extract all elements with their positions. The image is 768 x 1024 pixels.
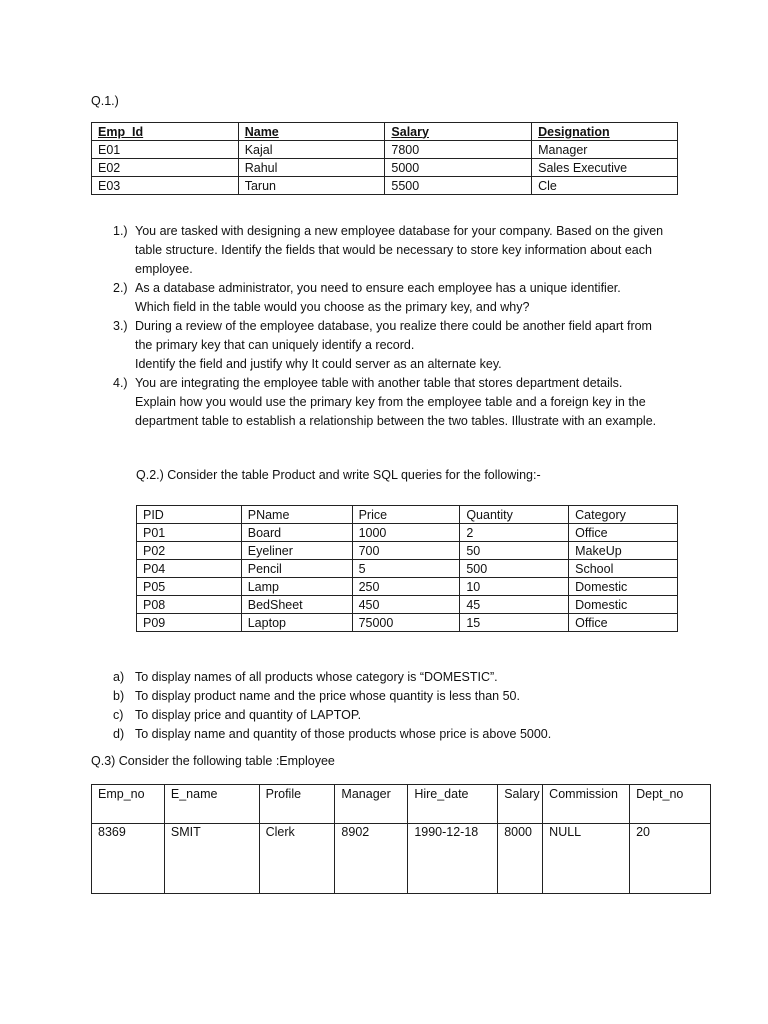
list-item — [113, 687, 683, 706]
list-item — [113, 317, 683, 374]
table-cell: 8369 — [92, 824, 165, 894]
column-header: Salary — [385, 123, 532, 141]
table-cell: P09 — [137, 614, 242, 632]
employee-table — [91, 122, 678, 195]
question-line: Explain how you would use the primary key from the employee table and a foreign key in the — [135, 395, 646, 409]
table-header-row — [92, 785, 711, 824]
table-cell: P05 — [137, 578, 242, 596]
task-text: To display price and quantity of LAPTOP. — [135, 708, 362, 722]
list-number: 1.) — [113, 224, 128, 238]
table-cell: 1990-12-18 — [408, 824, 498, 894]
table-cell: 700 — [352, 542, 460, 560]
column-header: E_name — [164, 785, 259, 824]
table-cell: 20 — [630, 824, 711, 894]
employee-details-table — [91, 784, 711, 894]
table-row — [92, 141, 678, 159]
task-text: To display name and quantity of those products whose price is above 5000. — [135, 727, 552, 741]
q2-prompt: Q.2.) Consider the table Product and write SQL queries for the following:- — [136, 468, 541, 482]
q1-label: Q.1.) — [91, 94, 119, 108]
question-line: As a database administrator, you need to ensure each employee has a unique identifier. — [135, 281, 621, 295]
list-item — [113, 222, 683, 279]
table-cell: 1000 — [352, 524, 460, 542]
list-item — [113, 725, 683, 744]
table-cell: 450 — [352, 596, 460, 614]
table-cell: E03 — [92, 177, 239, 195]
table-cell: E02 — [92, 159, 239, 177]
table-cell: Domestic — [569, 578, 678, 596]
list-item — [113, 706, 683, 725]
column-header: Salary — [498, 785, 543, 824]
table-row — [92, 824, 711, 894]
column-header: Profile — [259, 785, 335, 824]
list-letter: c) — [113, 708, 124, 722]
table-cell: 2 — [460, 524, 569, 542]
table-cell: 5000 — [385, 159, 532, 177]
table-cell: 8000 — [498, 824, 543, 894]
column-header: Hire_date — [408, 785, 498, 824]
question-line: department table to establish a relationship between the two tables. Illustrate with an example. — [135, 414, 657, 428]
column-header: Emp_no — [92, 785, 165, 824]
table-cell: P02 — [137, 542, 242, 560]
table-cell: P04 — [137, 560, 242, 578]
table-row — [137, 542, 678, 560]
task-text: To display product name and the price whose quantity is less than 50. — [135, 689, 520, 703]
list-letter: b) — [113, 689, 125, 703]
table-row — [137, 524, 678, 542]
table-row — [137, 614, 678, 632]
table-cell: Domestic — [569, 596, 678, 614]
table-cell: Kajal — [238, 141, 385, 159]
table-cell: SMIT — [164, 824, 259, 894]
table-cell: Eyeliner — [241, 542, 352, 560]
table-cell: School — [569, 560, 678, 578]
table-cell: Sales Executive — [532, 159, 678, 177]
table-cell: Laptop — [241, 614, 352, 632]
list-letter: a) — [113, 670, 125, 684]
column-header: Designation — [532, 123, 678, 141]
table-cell: 5500 — [385, 177, 532, 195]
table-cell: NULL — [543, 824, 630, 894]
table-cell: 10 — [460, 578, 569, 596]
column-header: Manager — [335, 785, 408, 824]
table-cell: 75000 — [352, 614, 460, 632]
q3-prompt: Q.3) Consider the following table :Employee — [91, 754, 335, 768]
table-cell: 15 — [460, 614, 569, 632]
list-item — [113, 668, 683, 687]
question-line: the primary key that can uniquely identify a record. — [135, 338, 415, 352]
task-text: To display names of all products whose category is “DOMESTIC”. — [135, 670, 498, 684]
table-cell: 45 — [460, 596, 569, 614]
table-cell: Office — [569, 614, 678, 632]
column-header: PID — [137, 506, 242, 524]
column-header: PName — [241, 506, 352, 524]
table-row — [137, 578, 678, 596]
table-cell: Lamp — [241, 578, 352, 596]
q1-question-list — [113, 222, 683, 431]
question-line: table structure. Identify the fields that would be necessary to store key information about each — [135, 243, 652, 257]
column-header: Dept_no — [630, 785, 711, 824]
list-letter: d) — [113, 727, 125, 741]
question-line: During a review of the employee database, you realize there could be another field apart from — [135, 319, 652, 333]
table-row — [92, 159, 678, 177]
column-header: Quantity — [460, 506, 569, 524]
list-number: 2.) — [113, 281, 128, 295]
table-cell: Tarun — [238, 177, 385, 195]
table-cell: P01 — [137, 524, 242, 542]
table-cell: 50 — [460, 542, 569, 560]
question-line: Which field in the table would you choose as the primary key, and why? — [135, 300, 530, 314]
table-cell: Board — [241, 524, 352, 542]
table-cell: E01 — [92, 141, 239, 159]
column-header: Category — [569, 506, 678, 524]
q2-task-list — [113, 668, 683, 744]
table-cell: Office — [569, 524, 678, 542]
table-cell: Cle — [532, 177, 678, 195]
table-row — [92, 177, 678, 195]
question-line: You are tasked with designing a new employee database for your company. Based on the given — [135, 224, 664, 238]
table-cell: Manager — [532, 141, 678, 159]
table-row — [137, 596, 678, 614]
question-line: employee. — [135, 262, 193, 276]
table-cell: 8902 — [335, 824, 408, 894]
list-number: 4.) — [113, 376, 128, 390]
list-item — [113, 374, 683, 431]
column-header: Price — [352, 506, 460, 524]
table-header-row — [137, 506, 678, 524]
table-header-row — [92, 123, 678, 141]
table-cell: P08 — [137, 596, 242, 614]
column-header: Emp_Id — [92, 123, 239, 141]
column-header: Commission — [543, 785, 630, 824]
list-number: 3.) — [113, 319, 128, 333]
table-cell: Clerk — [259, 824, 335, 894]
question-line: Identify the field and justify why It could server as an alternate key. — [135, 357, 502, 371]
product-table — [136, 505, 678, 632]
column-header: Name — [238, 123, 385, 141]
table-cell: 250 — [352, 578, 460, 596]
table-cell: 5 — [352, 560, 460, 578]
table-cell: MakeUp — [569, 542, 678, 560]
table-cell: BedSheet — [241, 596, 352, 614]
table-row — [137, 560, 678, 578]
table-cell: 7800 — [385, 141, 532, 159]
table-cell: Rahul — [238, 159, 385, 177]
table-cell: Pencil — [241, 560, 352, 578]
table-cell: 500 — [460, 560, 569, 578]
question-line: You are integrating the employee table with another table that stores department details. — [135, 376, 623, 390]
list-item — [113, 279, 683, 317]
